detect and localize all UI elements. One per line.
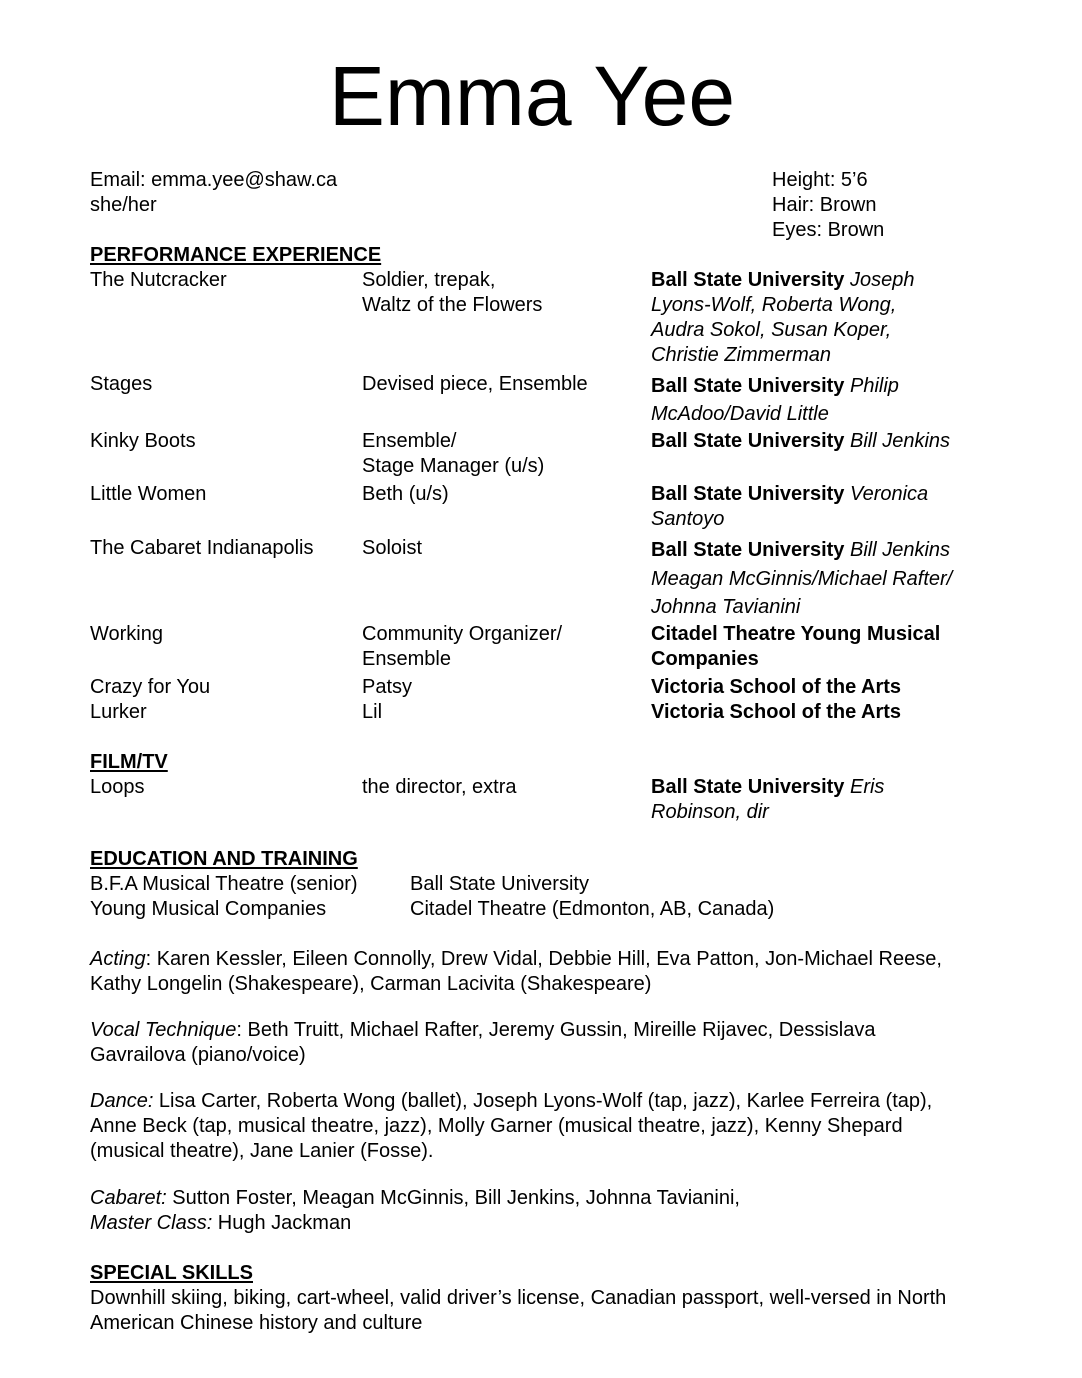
school: Ball State University [410, 873, 589, 895]
directors: McAdoo/David Little [651, 403, 829, 425]
masterclass-teacher: Hugh Jackman [212, 1212, 352, 1234]
acting-label: Acting [90, 948, 146, 970]
show-title: Crazy for You [90, 676, 211, 698]
directors: Audra Sokol, Susan Koper, [651, 319, 892, 341]
directors: Bill Jenkins [849, 430, 951, 452]
acting-teachers: : Karen Kessler, Eileen Connolly, Drew Vidal, Debbie Hill, Eva Patton, Jon-Michael Reese, Kathy Longelin (Shakespeare), Carman Lacivita (Shakespeare) [90, 948, 942, 995]
venue-name: Ball State University [651, 776, 845, 798]
role: Soldier, trepak, Waltz of the Flowers [362, 269, 543, 316]
role: Lil [362, 701, 383, 723]
show-title: Loops [90, 776, 145, 798]
venue-name: Victoria School of the Arts [651, 676, 902, 698]
venue [651, 700, 981, 725]
resume-name: Emma Yee [328, 49, 736, 143]
show-title: Stages [90, 373, 153, 395]
email: Email: emma.yee@shaw.ca [90, 169, 338, 191]
vocal-teachers: : Beth Truitt, Michael Rafter, Jeremy Gussin, Mireille Rijavec, Dessislava Gavrailova (piano/voice) [90, 1019, 876, 1066]
role: Soloist [362, 537, 423, 559]
eye-color: Eyes: Brown [772, 219, 885, 241]
venue-name: Ball State University [651, 430, 845, 452]
venue-name: Victoria School of the Arts [651, 701, 902, 723]
cabaret-teachers: Sutton Foster, Meagan McGinnis, Bill Jenkins, Johnna Tavianini, [166, 1187, 740, 1209]
role: Devised piece, Ensemble [362, 373, 588, 395]
venue-name: Companies [651, 648, 759, 670]
show-title: Little Women [90, 483, 207, 505]
show-title: The Nutcracker [90, 269, 227, 291]
venue [651, 429, 981, 454]
venue [651, 268, 981, 368]
role: Patsy [362, 676, 413, 698]
directors: Joseph [849, 269, 915, 291]
cabaret-training [90, 1186, 970, 1236]
education-heading: EDUCATION AND TRAINING [90, 848, 358, 870]
directors: Christie Zimmerman [651, 344, 832, 366]
venue [651, 775, 981, 825]
performance-heading: PERFORMANCE EXPERIENCE [90, 244, 382, 266]
directors: Bill Jenkins [849, 539, 951, 561]
show-title: Lurker [90, 701, 147, 723]
special-skills-text: Downhill skiing, biking, cart-wheel, valid driver’s license, Canadian passport, well-versed in North American Chinese history and culture [90, 1287, 947, 1334]
role: Beth (u/s) [362, 483, 449, 505]
directors: Lyons-Wolf, Roberta Wong, [651, 294, 897, 316]
hair-color: Hair: Brown [772, 194, 877, 216]
film-tv-heading: FILM/TV [90, 751, 168, 773]
vocal-label: Vocal Technique [90, 1019, 237, 1041]
venue [651, 622, 981, 672]
cabaret-label: Cabaret: [90, 1187, 167, 1209]
venue-name: Ball State University [651, 539, 845, 561]
show-title: Kinky Boots [90, 430, 196, 452]
directors: Veronica [849, 483, 929, 505]
venue-name: Ball State University [651, 483, 845, 505]
contact-info [90, 168, 337, 218]
height: Height: 5’6 [772, 169, 868, 191]
degree: Young Musical Companies [90, 898, 327, 920]
directors: Robinson, dir [651, 801, 769, 823]
directors: Eris [849, 776, 885, 798]
role: Ensemble/ Stage Manager (u/s) [362, 430, 545, 477]
role: the director, extra [362, 776, 517, 798]
venue-name: Citadel Theatre Young Musical [651, 623, 941, 645]
degree: B.F.A Musical Theatre (senior) [90, 873, 358, 895]
show-title: Working [90, 623, 163, 645]
venue-name: Ball State University [651, 269, 845, 291]
venue [651, 372, 981, 428]
role: Community Organizer/ Ensemble [362, 623, 563, 670]
school: Citadel Theatre (Edmonton, AB, Canada) [410, 898, 775, 920]
dance-training [90, 1089, 970, 1164]
dance-label: Dance: [90, 1090, 154, 1112]
venue [651, 536, 981, 622]
directors: Santoyo [651, 508, 725, 530]
directors: Meagan McGinnis/Michael Rafter/ [651, 567, 953, 590]
special-skills-heading: SPECIAL SKILLS [90, 1262, 253, 1284]
directors: Philip [849, 375, 899, 397]
acting-training [90, 947, 970, 997]
venue [651, 675, 981, 700]
venue-name: Ball State University [651, 375, 845, 397]
physical-stats [772, 168, 884, 243]
venue [651, 482, 981, 532]
pronouns: she/her [90, 194, 157, 216]
show-title: The Cabaret Indianapolis [90, 537, 314, 559]
masterclass-label: Master Class: [90, 1212, 213, 1234]
vocal-training [90, 1018, 970, 1068]
directors: Johnna Tavianini [651, 596, 801, 618]
dance-teachers: Lisa Carter, Roberta Wong (ballet), Joseph Lyons-Wolf (tap, jazz), Karlee Ferreira (tap), Anne Beck (tap, musical theatre, jazz), Molly Garner (musical theatre, jazz), Kenny Shepard (musical theatre), Jane Lanier (Fosse). [90, 1090, 933, 1162]
